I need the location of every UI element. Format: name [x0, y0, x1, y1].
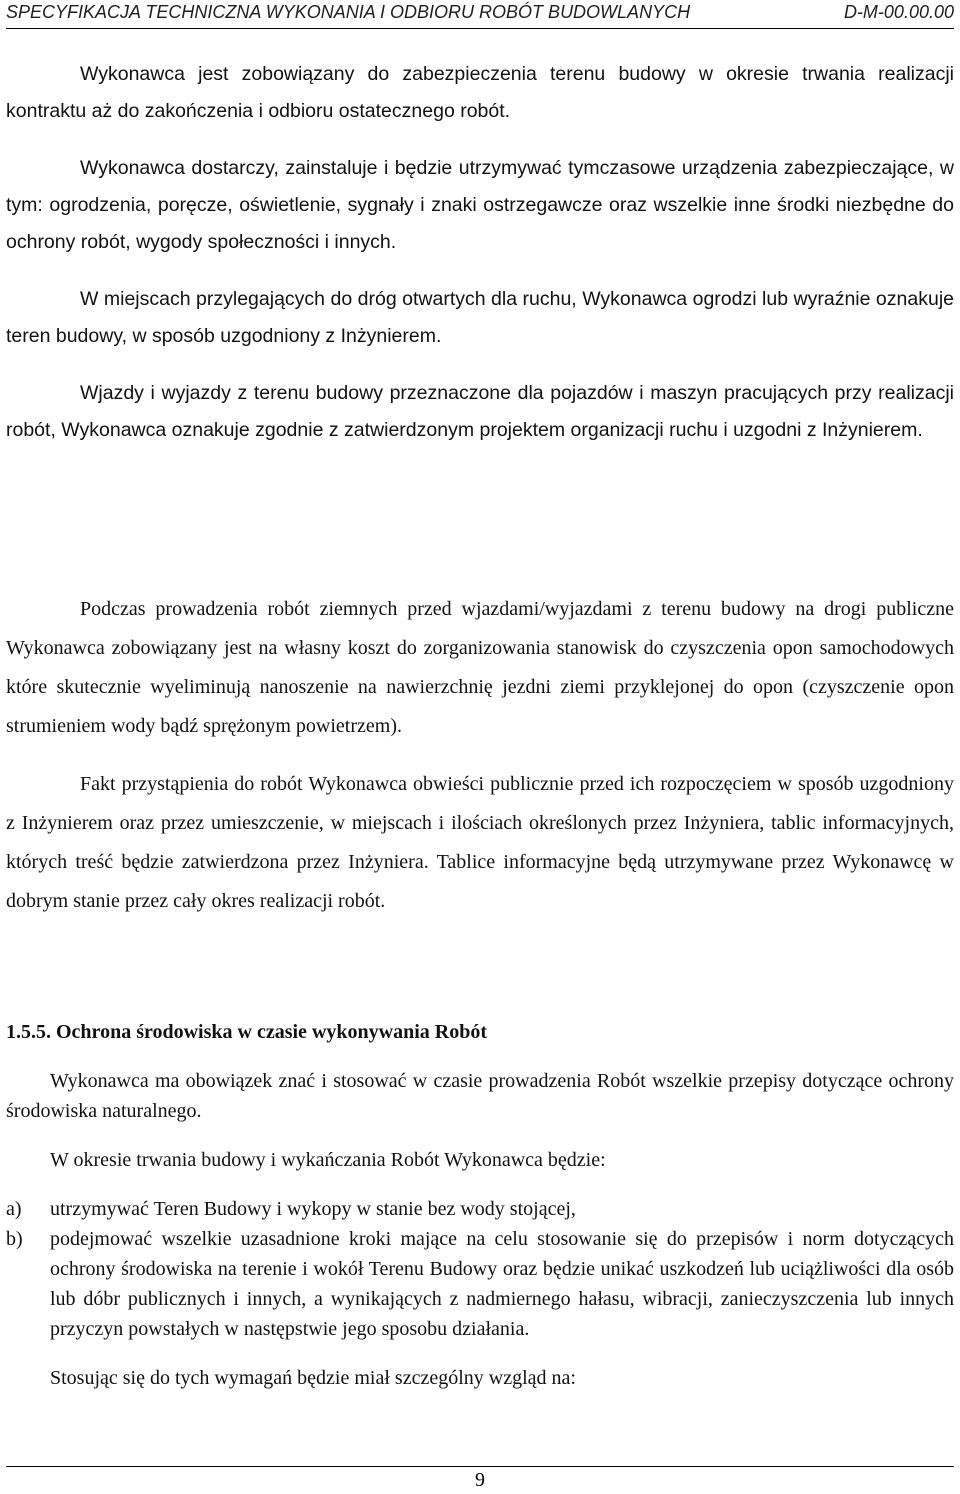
- list-marker: b): [6, 1228, 23, 1250]
- paragraph: Fakt przystąpienia do robót Wykonawca obwieści publicznie przed ich rozpoczęciem w sposób uzgodniony z Inżynierem oraz przez umieszczenie, w miejscach i ilościach określonych przez Inżyniera, tablic informacyjnych, których treść będzie zatwierdzona przez Inżyniera. Tablice informacyjne będą utrzymywane przez Wykonawcę w dobrym stanie przez cały okres realizacji robót.: [6, 773, 954, 912]
- list-item: [6, 1224, 954, 1344]
- list-item-text: podejmować wszelkie uzasadnione kroki mające na celu stosowanie się do przepisów i norm dotyczących ochrony środowiska na terenie i wokół Terenu Budowy oraz będzie unikać uszkodzeń lub uciążliwości dla osób lub dóbr publicznych i innych, a wynikających z nadmiernego hałasu, wibracji, zanieczyszczenia lub innych przyczyn powstałych w następstwie jego sposobu działania.: [50, 1228, 954, 1340]
- paragraph: Wykonawca dostarczy, zainstaluje i będzie utrzymywać tymczasowe urządzenia zabezpieczające, w tym: ogrodzenia, poręcze, oświetlenie, sygnały i znaki ostrzegawcze oraz wszelkie inne środki niezbędne do ochrony robót, wygody społeczności i innych.: [6, 157, 954, 253]
- paragraph: Podczas prowadzenia robót ziemnych przed wjazdami/wyjazdami z terenu budowy na drogi publiczne Wykonawca zobowiązany jest na własny koszt do zorganizowania stanowisk do czyszczenia opon samochodowych które skutecznie wyeliminują nanoszenie na nawierzchnię jezdni ziemi przyklejonej do opon (czyszczenie opon strumieniem wody bądź sprężonym powietrzem).: [6, 598, 954, 737]
- site-access-section: [6, 590, 954, 921]
- list-marker: a): [6, 1198, 22, 1220]
- list-item-text: utrzymywać Teren Budowy i wykopy w stanie bez wody stojącej,: [50, 1198, 576, 1220]
- environment-section: [6, 1017, 954, 1393]
- header-document-code: D-M-00.00.00: [843, 2, 954, 22]
- paragraph: W okresie trwania budowy i wykańczania Robót Wykonawca będzie:: [50, 1149, 606, 1171]
- list-item: [6, 1194, 954, 1224]
- duties-list: [6, 1194, 954, 1344]
- header-title: SPECYFIKACJA TECHNICZNA WYKONANIA I ODBIORU ROBÓT BUDOWLANYCH: [6, 2, 691, 22]
- paragraph: Wjazdy i wyjazdy z terenu budowy przeznaczone dla pojazdów i maszyn pracujących przy realizacji robót, Wykonawca oznakuje zgodnie z zatwierdzonym projektem organizacji ruchu i uzgodni z Inżynierem.: [6, 382, 954, 441]
- section-heading: 1.5.5. Ochrona środowiska w czasie wykonywania Robót: [6, 1021, 487, 1043]
- header-divider: [6, 28, 954, 29]
- page-number: 9: [475, 1469, 485, 1491]
- paragraph: Wykonawca ma obowiązek znać i stosować w czasie prowadzenia Robót wszelkie przepisy dotyczące ochrony środowiska naturalnego.: [6, 1070, 954, 1122]
- page-header: [6, 2, 954, 26]
- paragraph: Wykonawca jest zobowiązany do zabezpieczenia terenu budowy w okresie trwania realizacji kontraktu aż do zakończenia i odbioru ostatecznego robót.: [6, 63, 954, 122]
- paragraph: Stosując się do tych wymagań będzie miał szczególny wzgląd na:: [50, 1367, 576, 1389]
- paragraph: W miejscach przylegających do dróg otwartych dla ruchu, Wykonawca ogrodzi lub wyraźnie oznakuje teren budowy, w sposób uzgodniony z Inżynierem.: [6, 288, 954, 347]
- site-safety-section: [6, 56, 954, 449]
